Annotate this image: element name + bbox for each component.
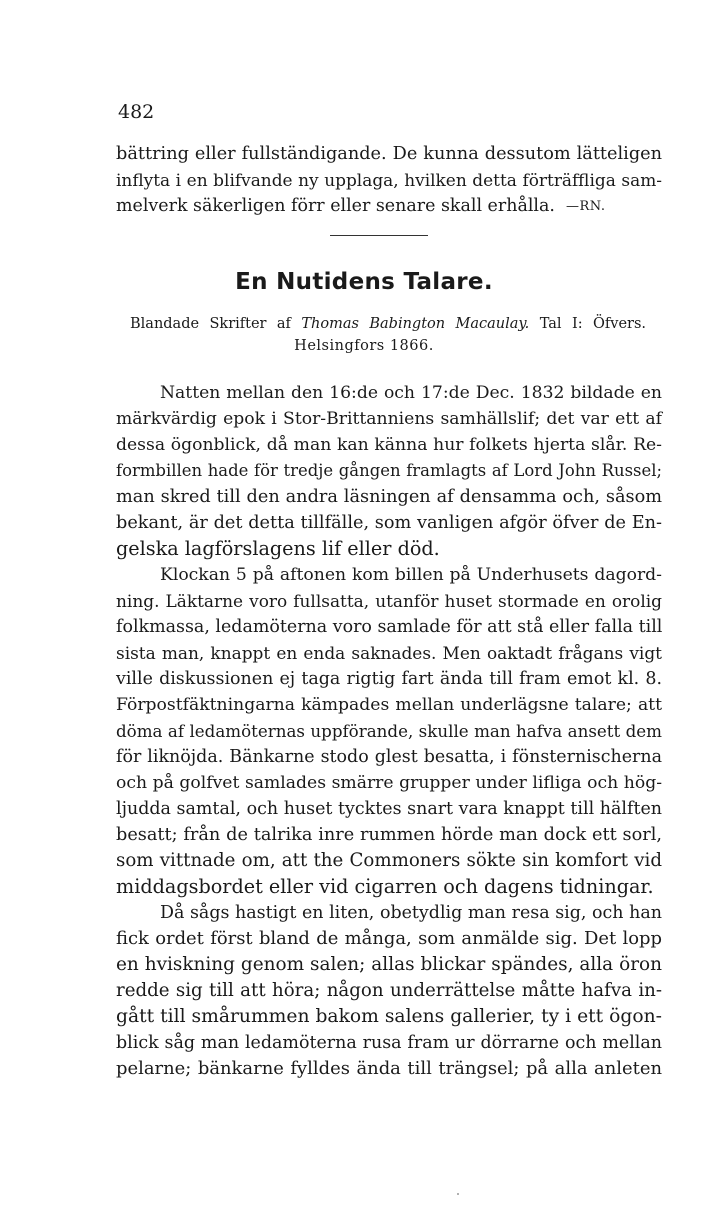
body-text-line: formbillen hade för tredje gången framlagts af Lord John Russel; — [116, 461, 662, 480]
body-text-line: ljudda samtal, och huset tycktes snart vara knappt till hälften — [116, 799, 662, 819]
bibliographic-reference — [130, 314, 646, 334]
body-text-line: Då sågs hastigt en liten, obetydlig man resa sig, och han — [160, 903, 662, 923]
biblio-prefix: Blandade Skrifter af — [130, 316, 291, 332]
biblio-suffix: Tal I: Öfvers. — [539, 316, 647, 332]
body-text-line: redde sig till att höra; någon underrättelse måtte hafva in- — [116, 980, 662, 1001]
body-text-line: ville diskussionen ej taga rigtig fart ända till fram emot kl. 8. — [116, 669, 662, 689]
body-text-line: folkmassa, ledamöterna voro samlade för att stå eller falla till — [116, 617, 663, 637]
article-title: En Nutidens Talare. — [235, 269, 493, 295]
biblio-place: Helsingfors 1866. — [294, 338, 434, 354]
body-text-line: man skred till den andra läsningen af densamma och, såsom — [116, 487, 662, 507]
body-text-line: en hviskning genom salen; allas blickar spändes, alla öron — [116, 954, 662, 975]
body-text-line: sista man, knappt en enda saknades. Men oaktadt frågans vigt — [116, 643, 662, 663]
paper-speck — [457, 1193, 459, 1195]
prev-text-line: inflyta i en blifvande ny upplaga, hvilken detta förträffliga sam- — [116, 170, 662, 190]
body-text-line: gått till smårummen bakom salens gallerier, ty i ett ögon- — [116, 1006, 662, 1027]
body-text-line: ning. Läktarne voro fullsatta, utanför huset stormade en orolig — [116, 591, 662, 611]
body-text-line: pelarne; bänkarne fylldes ända till trängsel; på alla anleten — [116, 1058, 662, 1079]
body-text-line: och på golfvet samlades smärre grupper under lifliga och hög- — [116, 773, 662, 793]
body-text-line: middagsbordet eller vid cigarren och dagens tidningar. — [116, 875, 654, 898]
body-text-line: dessa ögonblick, då man kan känna hur folkets hjerta slår. Re- — [116, 435, 662, 455]
page-number: 482 — [118, 101, 155, 123]
body-text-line: besatt; från de talrika inre rummen hörde man dock ett sorl, — [116, 825, 662, 845]
body-text-line: döma af ledamöternas uppförande, skulle man hafva ansett dem — [116, 721, 662, 741]
prev-text-line: melverk säkerligen förr eller senare skall erhålla. — [116, 196, 555, 216]
biblio-author: Thomas Babington Macaulay. — [301, 316, 530, 332]
body-text-line: gelska lagförslagens lif eller död. — [116, 537, 440, 560]
body-text-line: märkvärdig epok i Stor-Brittanniens samhällslif; det var ett af — [116, 409, 662, 429]
section-divider — [330, 235, 428, 236]
body-text-line: bekant, är det detta tillfälle, som vanligen afgör öfver de En- — [116, 513, 662, 533]
prev-text-line: bättring eller fullständigande. De kunna dessutom lätteligen — [116, 144, 662, 164]
body-text-line: fick ordet först bland de många, som anmälde sig. Det lopp — [116, 928, 662, 949]
body-text-line: Klockan 5 på aftonen kom billen på Underhusets dagord- — [160, 565, 662, 585]
author-signature: —RN. — [566, 199, 606, 214]
body-text-line: som vittnade om, att the Commoners sökte sin komfort vid — [116, 850, 662, 871]
body-text-line: Förpostfäktningarna kämpades mellan underlägsne talare; att — [116, 695, 662, 715]
body-text-line: blick såg man ledamöterna rusa fram ur dörrarne och mellan — [116, 1033, 662, 1053]
body-text-line: Natten mellan den 16:de och 17:de Dec. 1832 bildade en — [160, 383, 662, 403]
body-text-line: för liknöjda. Bänkarne stodo glest besatta, i fönsternischerna — [116, 747, 662, 767]
